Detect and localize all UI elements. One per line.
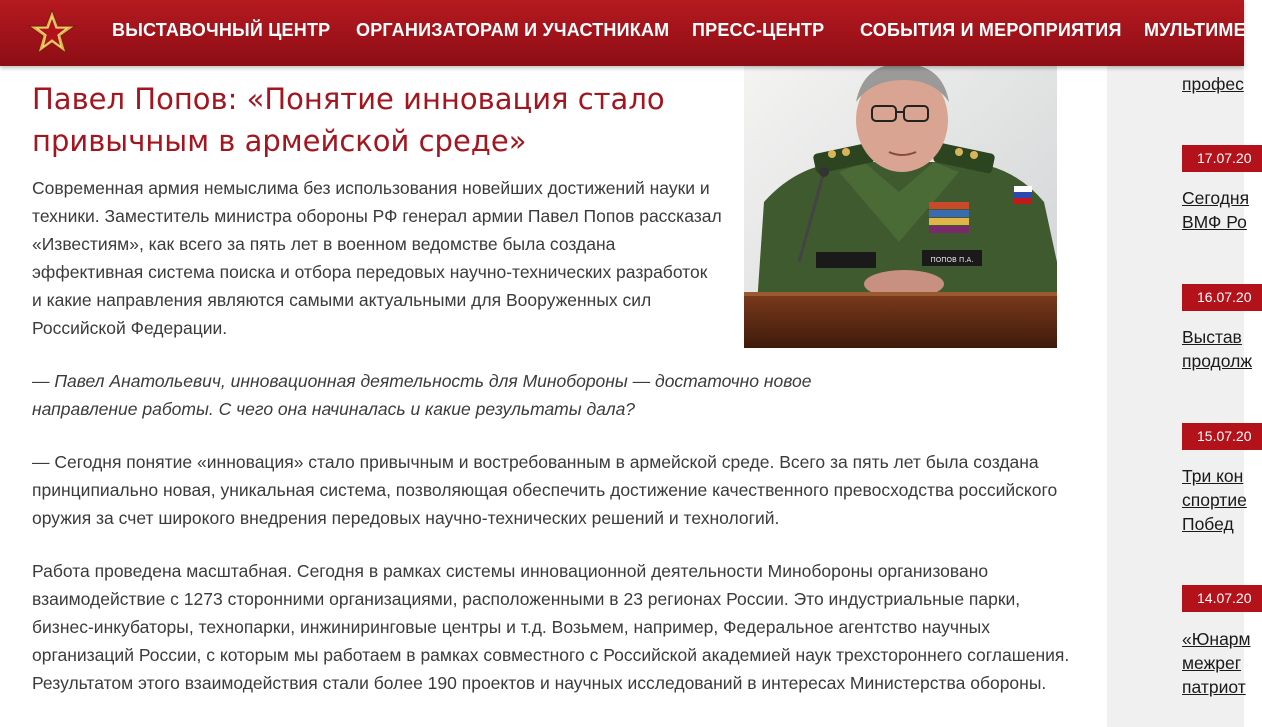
nav-item-events[interactable]: СОБЫТИЯ И МЕРОПРИЯТИЯ (860, 20, 1122, 40)
sidebar-date-badge: 14.07.20 (1182, 585, 1262, 612)
sidebar-date-badge: 17.07.20 (1182, 145, 1262, 172)
article-title: Павел Попов: «Понятие инновация стало привычным в армейской среде» (32, 82, 665, 158)
name-plate-text: ПОПОВ П.А. (930, 256, 974, 264)
sidebar-news-link[interactable]: патриот (1182, 677, 1246, 697)
sidebar-news-link[interactable]: межрег (1182, 653, 1242, 673)
red-star-emblem-icon[interactable] (26, 7, 78, 57)
sidebar-news-link[interactable]: «Юнарм (1182, 629, 1251, 649)
interview-answer-1: — Сегодня понятие «инновация» стало привычным и востребованным в армейской среде. Всего за пять лет была создана принципиально новая, уникальная система, позволяющая обеспечить достижение качественного превосходства российского оружия за счет широкого внедрения передовых научно-технических решений и технологий. (32, 452, 1058, 528)
sidebar-news-link[interactable]: ВМФ Ро (1182, 212, 1247, 232)
nav-item-exhibition-center[interactable]: ВЫСТАВОЧНЫЙ ЦЕНТР (112, 20, 331, 40)
sidebar-partial-link[interactable]: профес (1182, 74, 1244, 94)
nav-item-multimedia[interactable]: МУЛЬТИМЕД (1144, 20, 1259, 40)
sidebar-news-link[interactable]: Три кон (1182, 466, 1244, 486)
article-lead: Современная армия немыслима без использования новейших достижений науки и техники. Заместитель министра обороны РФ генерал армии Павел Попов рассказал «Известиям», как всего за пять лет в военном ведомстве была создана эффективная система поиска и отбора передовых научно-технических разработок и какие направления являются самыми актуальными для Вооруженных сил Российской Федерации. (32, 178, 722, 338)
sidebar-news-link[interactable]: Выстав (1182, 327, 1242, 347)
sidebar-date-badge: 16.07.20 (1182, 284, 1262, 311)
top-navigation-bar (0, 0, 1259, 66)
sidebar-news-link[interactable]: спортие (1182, 490, 1247, 510)
sidebar-news-link[interactable]: Сегодня (1182, 188, 1250, 208)
nav-item-press-center[interactable]: ПРЕСС-ЦЕНТР (692, 20, 825, 40)
sidebar-news-link[interactable]: Побед (1182, 514, 1234, 534)
sidebar-date-badge: 15.07.20 (1182, 423, 1262, 450)
interview-answer-2: Работа проведена масштабная. Сегодня в рамках системы инновационной деятельности Минобороны организовано взаимодействие с 1273 сторонними организациями, расположенными в 23 регионах России. Это индустриальные парки, бизнес-инкубаторы, технопарки, инжиниринговые центры и т.д. Возьмем, например, Федеральное агентство научных организаций России, с которым мы работаем в рамках совместного с Российской академией наук трехстороннего соглашения. Результатом этого взаимодействия стали более 190 проектов и научных исследований в интересах Министерства обороны. (32, 561, 1070, 693)
sidebar-news-link[interactable]: продолж (1182, 351, 1253, 371)
nav-item-organizers-participants[interactable]: ОРГАНИЗАТОРАМ И УЧАСТНИКАМ (356, 20, 670, 40)
article-photo (744, 62, 1057, 348)
interview-question: — Павел Анатольевич, инновационная деятельность для Минобороны — достаточно новое направление работы. С чего она начиналась и какие результаты дала? (32, 371, 812, 419)
